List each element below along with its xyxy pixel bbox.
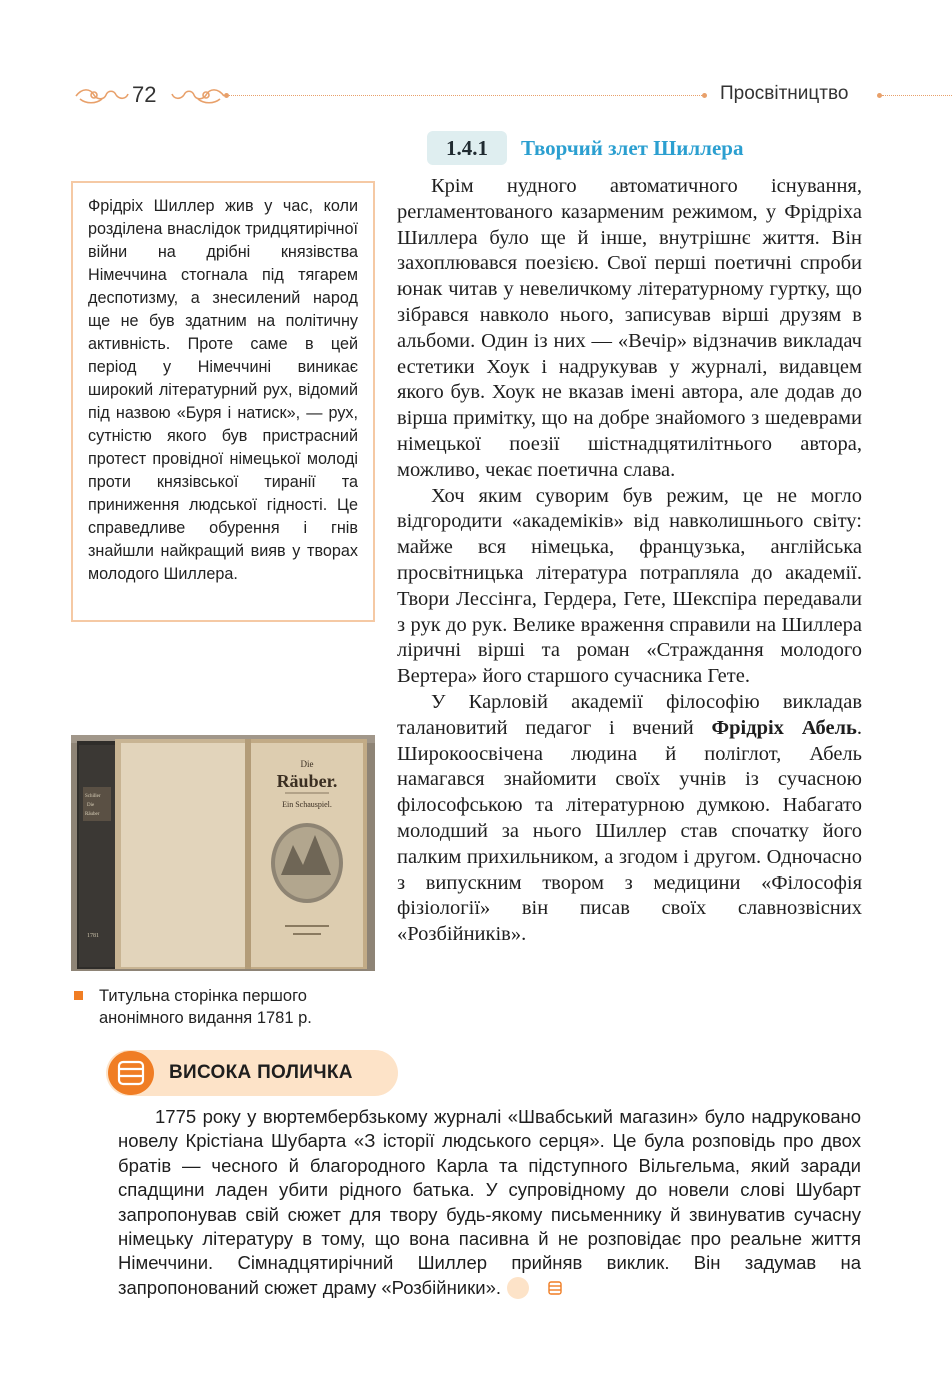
section-title: Творчий злет Шиллера [521, 136, 744, 160]
paragraph-text: У Карловій академії філософію викладав талановитий педагог і вчений [397, 690, 862, 739]
paragraph-text: 1775 року у вюртембербзькому журналі «Швабський магазин» було надруковано новелу Крістіана Шубарта «З історії людського серця». Це була розповідь про двох братів — чесного й благородного Карла та підступного Вільгельма, який заради спадщини ладен убити рідного батька. У супровідному до новели слові Шубарт запропонував свій сюжет для твору будь-якому письменнику й звинуватив сучасну німецьку літературу в тому, що вона пасивна й не розповідає про реальне життя Німеччини. Сімнадцятирічний Шиллер прийняв виклик. Він задумав на запропонований сюжет драму «Розбійники». [118, 1106, 861, 1298]
main-text [397, 174, 862, 948]
svg-text:Räuber: Räuber [85, 812, 100, 817]
shelf-text [118, 1105, 861, 1300]
figure-caption: Титульна сторінка першого анонімного видання 1781 р. [99, 987, 312, 1027]
svg-text:Schiller: Schiller [85, 794, 101, 799]
page-number: 72 [132, 82, 157, 107]
left-ornament-icon [74, 84, 130, 106]
svg-text:Die: Die [87, 803, 95, 808]
bookshelf-end-icon [507, 1277, 529, 1299]
bookshelf-icon [108, 1051, 154, 1095]
book-subtitle: Ein Schauspiel. [282, 800, 332, 809]
shelf-title: ВИСОКА ПОЛИЧКА [169, 1062, 353, 1083]
running-header-title: Просвітництво [720, 83, 849, 104]
header-dot [702, 93, 707, 98]
book-title-line1: Die [300, 759, 314, 769]
book-title-page-image [71, 735, 375, 971]
paragraph [118, 1105, 861, 1300]
paragraph-text: . Широкоосвічена людина й поліглот, Абель намагався знайомити своїх учнів із сучасною філософською та літературною думкою. Набагато молодший за нього Шиллер став спочатку його палким прихильником, а згодом і другом. Одночасно з випускним твором з медицини «Філософія фізіології» він писав своїх славнозвісних «Розбійників». [397, 716, 863, 946]
header-divider [226, 95, 704, 96]
right-ornament-icon [170, 84, 226, 106]
paragraph: Хоч яким суворим був режим, це не могло відгородити «академіків» від навколишнього світу: майже вся німецька, французька, англійська просвітницька література потрапляла до академії. Твори Лессінга, Гердера, Гете, Шекспіра передавали з рук до рук. Велике враження справили на Шиллера ліричні вірші та роман «Страждання молодого Вертера» його старшого сучасника Гете. [397, 484, 862, 688]
header-divider-right [882, 95, 952, 96]
paragraph [397, 690, 862, 948]
paragraph: Крім нудного автоматичного існування, регламентованого казарменим режимом, у Фрідріха Шиллера було ще й інше, внутрішнє життя. Він захоплювався поезією. Свої перші поетичні спроби юнак читав у невеличкому літературному гуртку, що зібрався навколо нього, записував вірші друзям в альбоми. Один із них — «Вечір» відзначив викладач естетики Хоук і надрукував у журналі, видавцем якого був. Хоук не вказав імені автора, але додав до вірша примітку, що на добре знайомого з шедеврами німецької поезії шістнадцятилітнього автора, можливо, чекає поетична слава. [397, 175, 862, 481]
bold-name: Фрідріх Абель [711, 716, 857, 739]
sidebar-text: Фрідріх Шиллер жив у час, коли розділена внаслідок тридцятирічної війни на дрібні князівства Німеччина стогнала під тягарем деспотизму, а знесилений народ ще не був здатним на політичну активність. Проте саме в цей період у Німеччині виникає широкий літературний рух, відомий під назвою «Буря і натиск», — рух, сутністю якого був пристрасний протест провідної німецької молоді проти князівської тиранії та приниження людської гідності. Це справедливе обурення і гнів знайшли найкращий вияв у творах молодого Шиллера. [88, 197, 358, 583]
spine-label: 1781 [87, 933, 99, 939]
book-title-line2: Räuber. [276, 771, 338, 791]
section-number: 1.4.1 [427, 131, 507, 165]
caption-bullet [74, 991, 83, 1000]
